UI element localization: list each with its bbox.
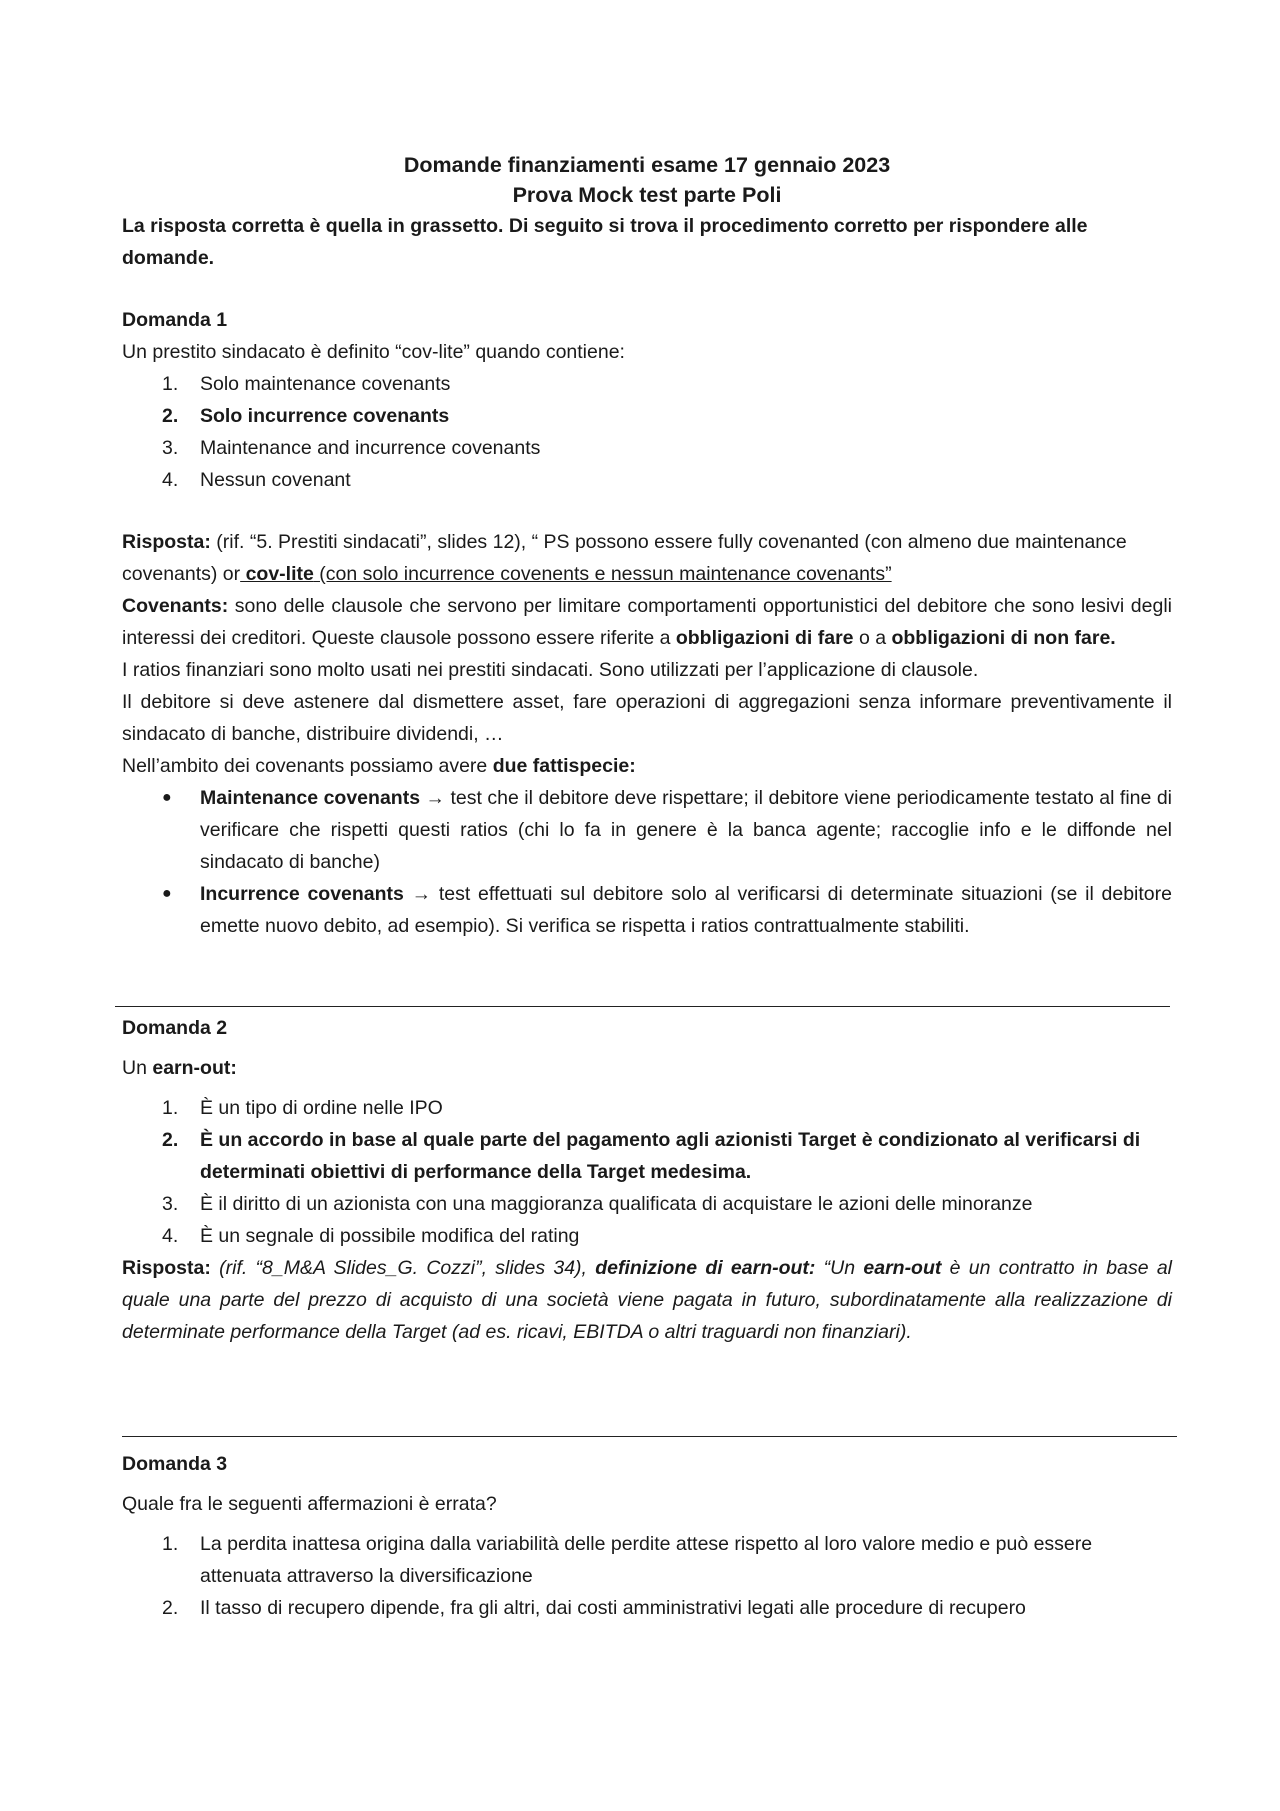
option-2-correct [122, 1124, 1172, 1188]
answer-covlite-rest: (con solo incurrence covenents e nessun maintenance covenants” [313, 563, 892, 585]
question-3-options [122, 1528, 1172, 1624]
ambito-bold: due fattispecie: [492, 755, 636, 777]
answer-rest: è un contratto in base al quale una parte del prezzo di acquisto di una società viene pagata in futuro, subordinatamente alla realizzazione di determinate performance della Target (ad es. ricavi, EBITDA o altri traguardi non finanziari). [122, 1257, 1172, 1343]
option-number: 1. [162, 373, 179, 395]
bullet-maintenance [122, 782, 1172, 878]
bullet-term: Maintenance covenants [200, 787, 421, 809]
intro-note: La risposta corretta è quella in grassetto. Di seguito si trova il procedimento corretto per rispondere alle domande. [122, 215, 1088, 269]
option-1 [122, 1528, 1172, 1592]
option-2-correct [122, 400, 1172, 432]
option-2 [122, 1592, 1172, 1624]
option-text: Nessun covenant [200, 469, 351, 491]
option-number: 2. [162, 405, 179, 427]
option-3 [122, 1188, 1172, 1220]
option-4 [122, 464, 1172, 496]
covenants-label: Covenants: [122, 595, 229, 617]
covenants-text-2: o a [853, 627, 892, 649]
answer-underlined [240, 563, 891, 585]
question-prefix: Un [122, 1057, 153, 1079]
answer-label: Risposta: [122, 531, 211, 553]
answer-ref: (rif. “8_M&A Slides_G. Cozzi”, slides 34), [210, 1257, 596, 1279]
debitore-paragraph: Il debitore si deve astenere dal dismettere asset, fare operazioni di aggregazioni senza informare preventivamente il sindacato di banche, distribuire dividendi, … [122, 691, 1172, 745]
option-3 [122, 432, 1172, 464]
question-3-text: Quale fra le seguenti affermazioni è errata? [122, 1493, 497, 1515]
option-4 [122, 1220, 1172, 1252]
option-number: 2. [162, 1129, 179, 1151]
answer-quote: “Un [815, 1257, 864, 1279]
answer-label: Risposta: [122, 1257, 211, 1279]
bullet-term: Incurrence covenants [200, 883, 404, 905]
option-number: 1. [162, 1097, 179, 1119]
question-3-heading: Domanda 3 [122, 1453, 228, 1475]
covenants-bold-1: obbligazioni di fare [675, 627, 854, 649]
question-1-options [122, 368, 1172, 496]
covenant-types-list [122, 782, 1172, 942]
ratios-paragraph: I ratios finanziari sono molto usati nei prestiti sindacati. Sono utilizzati per l’applicazione di clausole. [122, 659, 979, 681]
question-1-answer [122, 526, 1172, 590]
option-number: 1. [162, 1533, 179, 1555]
page-title: Domande finanziamenti esame 17 gennaio 2023 [403, 153, 891, 177]
option-1 [122, 1092, 1172, 1124]
answer-earnout: earn-out [863, 1257, 942, 1279]
option-number: 4. [162, 1225, 179, 1247]
option-text: È un tipo di ordine nelle IPO [200, 1097, 443, 1119]
bullet-icon: ● [162, 789, 172, 806]
option-text: È un segnale di possibile modifica del rating [200, 1225, 580, 1247]
question-3 [122, 1448, 1172, 1624]
answer-text: (rif. “5. Prestiti sindacati”, slides 12), “ PS possono essere fully covenanted (con almeno due maintenance covenants) or [122, 531, 1127, 585]
separator-line-1 [115, 1006, 1170, 1007]
covenants-bold-2: obbligazioni di non fare. [891, 627, 1116, 649]
option-text: È un accordo in base al quale parte del pagamento agli azionisti Target è condizionato al verificarsi di determinati obiettivi di performance della Target medesima. [200, 1129, 1141, 1183]
arrow-icon: → [403, 883, 439, 905]
ambito-paragraph [122, 750, 1172, 782]
option-number: 3. [162, 437, 179, 459]
option-number: 2. [162, 1597, 179, 1619]
answer-covlite: cov-lite [240, 563, 314, 585]
separator-line-2 [122, 1436, 1177, 1437]
option-number: 3. [162, 1193, 179, 1215]
question-2 [122, 1012, 1172, 1348]
bullet-incurrence [122, 878, 1172, 942]
bullet-text: test effettuati sul debitore solo al verificarsi di determinate situazioni (se il debitore emette nuovo debito, ad esempio). Si verifica se rispetta i ratios contrattualmente stabiliti. [200, 883, 1172, 937]
option-text: È il diritto di un azionista con una maggioranza qualificata di acquistare le azioni delle minoranze [200, 1193, 1033, 1215]
bullet-icon: ● [162, 885, 172, 902]
question-bold: earn-out: [152, 1057, 237, 1079]
option-text: Maintenance and incurrence covenants [200, 437, 541, 459]
option-text: Solo incurrence covenants [200, 405, 450, 427]
answer-def: definizione di earn-out: [595, 1257, 816, 1279]
question-2-options [122, 1092, 1172, 1252]
question-1-text: Un prestito sindacato è definito “cov-lite” quando contiene: [122, 341, 625, 363]
question-1 [122, 304, 1172, 942]
covenants-definition [122, 590, 1172, 654]
ambito-text: Nell’ambito dei covenants possiamo avere [122, 755, 493, 777]
question-2-text [122, 1052, 1172, 1084]
page-subtitle: Prova Mock test parte Poli [512, 183, 782, 207]
question-2-heading: Domanda 2 [122, 1017, 228, 1039]
covenants-text: sono delle clausole che servono per limitare comportamenti opportunistici del debitore che sono lesivi degli interessi dei creditori. Queste clausole possono essere riferite a [122, 595, 1172, 649]
option-1 [122, 368, 1172, 400]
option-text: Il tasso di recupero dipende, fra gli altri, dai costi amministrativi legati alle procedure di recupero [200, 1597, 1026, 1619]
document-page [122, 150, 1172, 1624]
bullet-text: test che il debitore deve rispettare; il debitore viene periodicamente testato al fine di verificare che rispetti questi ratios (chi lo fa in genere è la banca agente; raccoglie info e le diffonde nel sindacato di banche) [200, 787, 1173, 873]
arrow-icon: → [420, 787, 451, 809]
question-1-heading: Domanda 1 [122, 309, 228, 331]
option-text: La perdita inattesa origina dalla variabilità delle perdite attese rispetto al loro valore medio e può essere attenuata attraverso la diversificazione [200, 1533, 1093, 1587]
option-number: 4. [162, 469, 179, 491]
question-2-answer [122, 1252, 1172, 1348]
option-text: Solo maintenance covenants [200, 373, 451, 395]
